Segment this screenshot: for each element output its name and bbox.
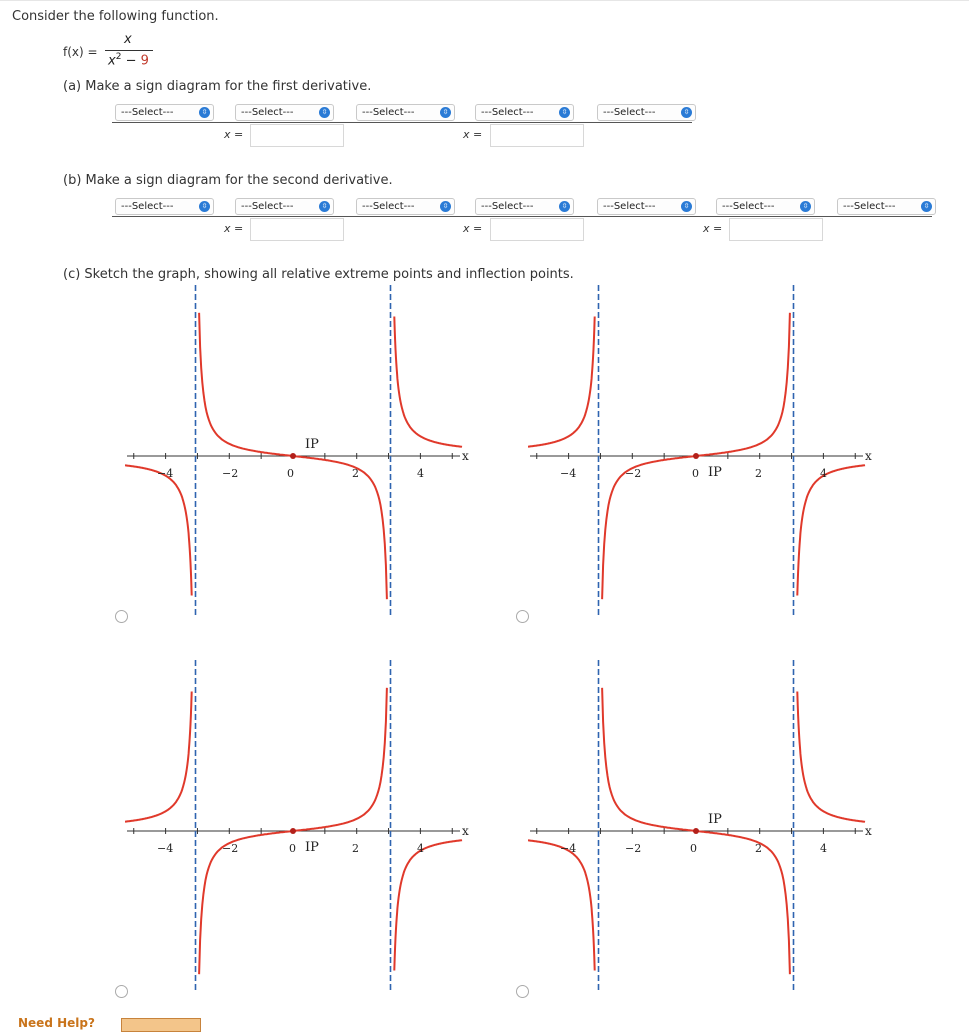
need-help-button[interactable] — [121, 1018, 201, 1032]
chevron-updown-icon: ⇳ — [559, 201, 570, 212]
part-c-label: (c) Sketch the graph, showing all relative extreme points and inflection points. — [63, 267, 574, 282]
graph-option-a — [125, 283, 470, 620]
ip-label: IP — [305, 840, 319, 855]
part-b-select-3[interactable]: ---Select--- ⇳ — [356, 198, 455, 215]
part-b-select-1[interactable]: ---Select--- ⇳ — [115, 198, 214, 215]
axis-label-x: x — [865, 449, 872, 463]
chevron-updown-icon: ⇳ — [800, 201, 811, 212]
curve-left-branch — [125, 692, 192, 822]
chevron-updown-icon: ⇳ — [319, 201, 330, 212]
part-b-x-label-1: x = — [224, 222, 244, 235]
part-a-x-input-2[interactable] — [490, 124, 584, 147]
part-b-label: (b) Make a sign diagram for the second derivative. — [63, 173, 393, 188]
part-b-sign-line — [112, 216, 932, 217]
tick-label-0: −4 — [157, 467, 174, 480]
curve-left-branch — [528, 317, 595, 447]
tick-label-2: 0 — [287, 467, 294, 480]
part-b-x-input-2[interactable] — [490, 218, 584, 241]
axis-label-x: x — [462, 824, 469, 838]
chevron-updown-icon: ⇳ — [440, 107, 451, 118]
curve-left-branch — [528, 840, 595, 970]
chevron-updown-icon: ⇳ — [199, 107, 210, 118]
part-a-select-3[interactable]: ---Select--- ⇳ — [356, 104, 455, 121]
intro-text: Consider the following function. — [12, 9, 219, 24]
inflection-point-marker — [693, 828, 699, 834]
curve-right-branch — [394, 317, 462, 447]
chevron-updown-icon: ⇳ — [199, 201, 210, 212]
tick-label-4: 4 — [417, 842, 424, 855]
part-b-select-7[interactable]: ---Select--- ⇳ — [837, 198, 936, 215]
tick-label-3: 2 — [755, 842, 762, 855]
chevron-updown-icon: ⇳ — [921, 201, 932, 212]
inflection-point-marker — [693, 453, 699, 459]
radio-option-c[interactable] — [115, 985, 128, 998]
part-b-x-label-2: x = — [463, 222, 483, 235]
part-a-x-input-1[interactable] — [250, 124, 344, 147]
tick-label-2: 0 — [289, 842, 296, 855]
part-b-x-label-3: x = — [703, 222, 723, 235]
graph-option-d — [528, 658, 873, 995]
tick-label-0: −4 — [157, 842, 174, 855]
function-denominator: $x^2 - 9$ — [108, 52, 149, 69]
tick-label-1: −2 — [625, 842, 642, 855]
part-b-select-4[interactable]: ---Select--- ⇳ — [475, 198, 574, 215]
function-lhs: f(x) = — [63, 45, 98, 59]
part-b-x-input-1[interactable] — [250, 218, 344, 241]
graph-option-c — [125, 658, 470, 995]
radio-option-d[interactable] — [516, 985, 529, 998]
need-help-label: Need Help? — [18, 1016, 95, 1030]
tick-label-0: −4 — [560, 467, 577, 480]
inflection-point-marker — [290, 453, 296, 459]
curve-right-branch — [394, 840, 462, 970]
tick-label-4: 4 — [820, 467, 827, 480]
tick-label-2: 0 — [692, 467, 699, 480]
chevron-updown-icon: ⇳ — [681, 107, 692, 118]
fraction-bar — [105, 50, 153, 51]
ip-label: IP — [305, 437, 319, 452]
part-a-label: (a) Make a sign diagram for the first derivative. — [63, 79, 372, 94]
curve-left-branch — [125, 465, 192, 595]
tick-label-1: −2 — [625, 467, 642, 480]
curve-right-branch — [797, 465, 865, 595]
tick-label-0: −4 — [560, 842, 577, 855]
chevron-updown-icon: ⇳ — [319, 107, 330, 118]
radio-option-a[interactable] — [115, 610, 128, 623]
part-a-select-2[interactable]: ---Select--- ⇳ — [235, 104, 334, 121]
tick-label-4: 4 — [417, 467, 424, 480]
ip-label: IP — [708, 812, 722, 827]
part-a-sign-line — [112, 122, 692, 123]
part-a-select-4[interactable]: ---Select--- ⇳ — [475, 104, 574, 121]
chevron-updown-icon: ⇳ — [440, 201, 451, 212]
part-b-select-6[interactable]: ---Select--- ⇳ — [716, 198, 815, 215]
chevron-updown-icon: ⇳ — [681, 201, 692, 212]
function-numerator: x — [124, 32, 132, 47]
inflection-point-marker — [290, 828, 296, 834]
axis-label-x: x — [462, 449, 469, 463]
tick-label-2: 0 — [690, 842, 697, 855]
graph-option-b — [528, 283, 873, 620]
chevron-updown-icon: ⇳ — [559, 107, 570, 118]
tick-label-3: 2 — [352, 842, 359, 855]
part-a-x-label-2: x = — [463, 128, 483, 141]
part-b-select-5[interactable]: ---Select--- ⇳ — [597, 198, 696, 215]
tick-label-3: 2 — [352, 467, 359, 480]
top-divider — [0, 0, 969, 1]
radio-option-b[interactable] — [516, 610, 529, 623]
ip-label: IP — [708, 465, 722, 480]
part-b-select-2[interactable]: ---Select--- ⇳ — [235, 198, 334, 215]
part-b-x-input-3[interactable] — [729, 218, 823, 241]
tick-label-3: 2 — [755, 467, 762, 480]
tick-label-1: −2 — [222, 842, 239, 855]
axis-label-x: x — [865, 824, 872, 838]
tick-label-4: 4 — [820, 842, 827, 855]
curve-right-branch — [797, 692, 865, 822]
part-a-x-label-1: x = — [224, 128, 244, 141]
part-a-select-5[interactable]: ---Select--- ⇳ — [597, 104, 696, 121]
part-a-select-1[interactable]: ---Select--- ⇳ — [115, 104, 214, 121]
tick-label-1: −2 — [222, 467, 239, 480]
